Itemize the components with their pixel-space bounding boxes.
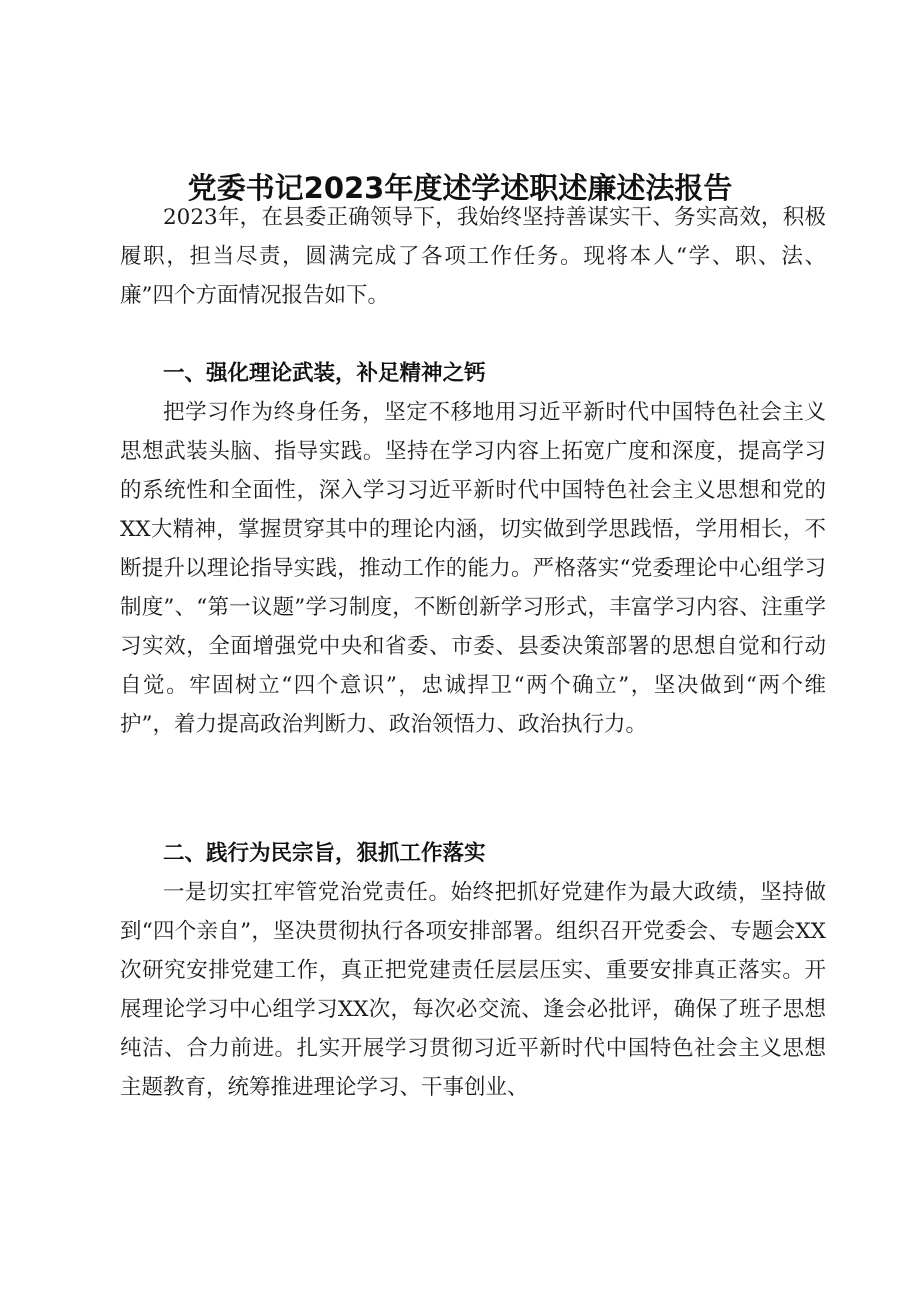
document-title: 党委书记2023年度述学述职述廉述法报告 (187, 171, 733, 205)
intro-paragraph: 2023年，在县委正确领导下，我始终坚持善谋实干、务实高效，积极履职，担当尽责，圆满完成了各项工作任务。现将本人“学、职、法、廉”四个方面情况报告如下。 (120, 205, 826, 308)
section-heading-2: 二、践行为民宗旨，狠抓工作落实 (163, 841, 486, 866)
section-paragraph-2: 一是切实扛牢管党治党责任。始终把抓好党建作为最大政绩，坚持做到“四个亲自”，坚决贯彻执行各项安排部署。组织召开党委会、专题会XX次研究安排党建工作，真正把党建责任层层压实、重要安排真正落实。开展理论学习中心组学习XX次，每次必交流、逢会必批评，确保了班子思想纯洁、合力前进。扎实开展学习贯彻习近平新时代中国特色社会主义思想主题教育，统筹推进理论学习、干事创业、 (120, 880, 826, 1100)
section-heading-1: 一、强化理论武装，补足精神之钙 (163, 361, 486, 386)
section-paragraph-1: 把学习作为终身任务，坚定不移地用习近平新时代中国特色社会主义思想武装头脑、指导实践。坚持在学习内容上拓宽广度和深度，提高学习的系统性和全面性，深入学习习近平新时代中国特色社会主义思想和党的XX大精神，掌握贯穿其中的理论内涵，切实做到学思践悟，学用相长，不断提升以理论指导实践，推动工作的能力。严格落实“党委理论中心组学习制度”、“第一议题”学习制度，不断创新学习形式，丰富学习内容、注重学习实效，全面增强党中央和省委、市委、县委决策部署的思想自觉和行动自觉。牢固树立“四个意识”，忠诚捍卫“两个确立”，坚决做到“两个维护”，着力提高政治判断力、政治领悟力、政治执行力。 (120, 400, 826, 737)
